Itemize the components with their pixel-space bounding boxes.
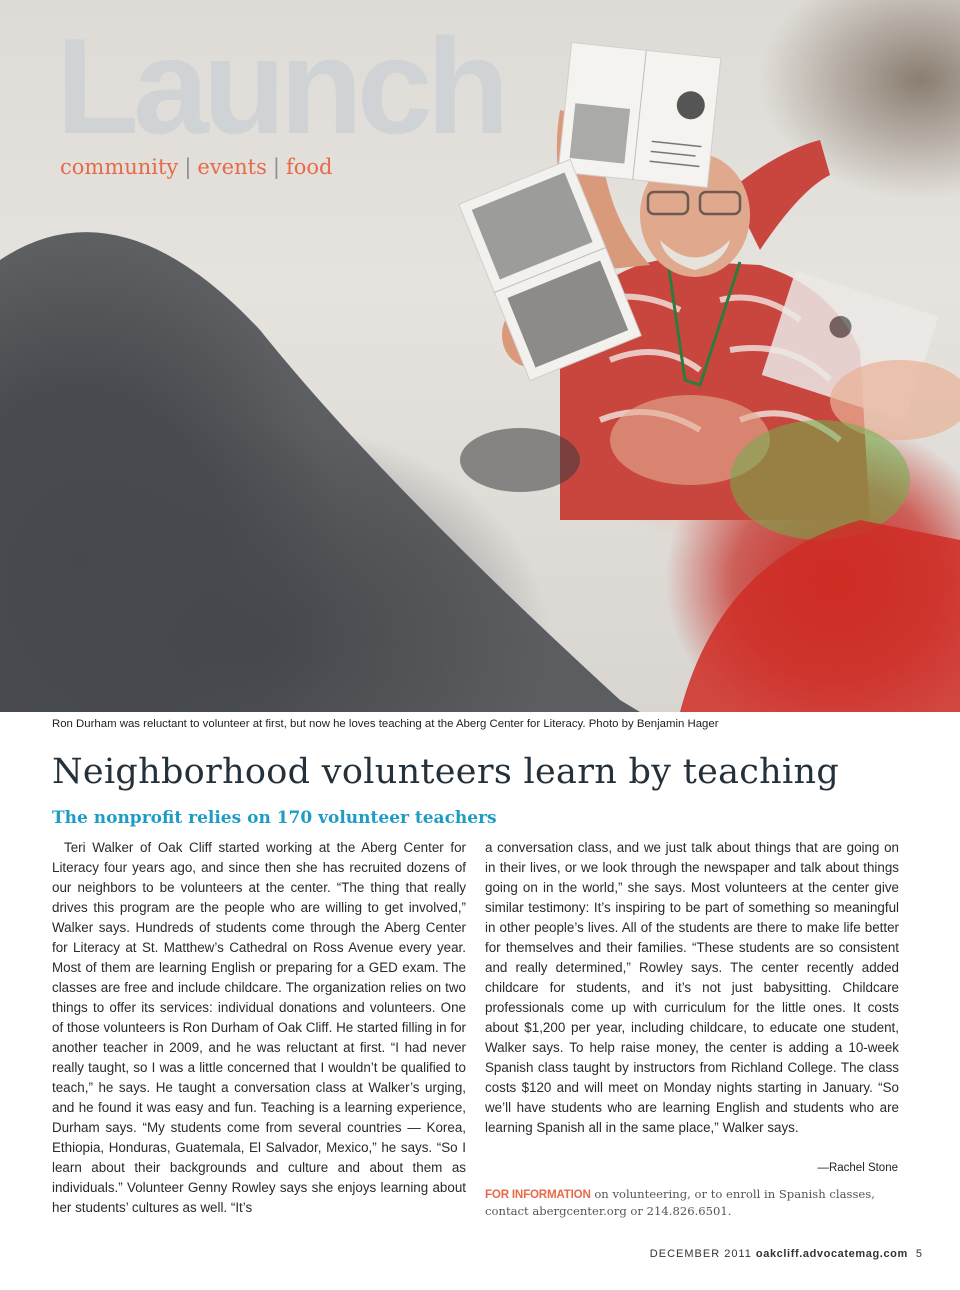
article-column-2 bbox=[485, 838, 899, 1138]
photo-caption: Ron Durham was reluctant to volunteer at first, but now he loves teaching at the Aberg Center for Literacy. Photo by Benjamin Hager bbox=[52, 718, 719, 730]
nav-separator: | bbox=[184, 155, 192, 179]
section-title: Launch bbox=[56, 10, 504, 162]
info-text: on volunteering, or to enroll in Spanish classes, contact abergcenter.org or 214.826.6501. bbox=[485, 1187, 875, 1218]
booklet-top bbox=[558, 42, 721, 187]
article-subhead: The nonprofit relies on 170 volunteer teachers bbox=[52, 808, 497, 828]
section-link-community[interactable]: community bbox=[60, 155, 179, 179]
column-1-text: Teri Walker of Oak Cliff started working at the Aberg Center for Literacy four years ago, and since then she has recruited dozens of our neighbors to be volunteers at the center. “The thing that really drives this program are the people who are willing to get involved,” Walker says. Hundreds of students come through the Aberg Center for Literacy at St. Matthew’s Cathedral on Ross Avenue every year. Most of them are learning English or preparing for a GED exam. The classes are free and include childcare. The organization relies on two things to offer its services: individual donations and volunteers. One of those volunteers is Ron Durham of Oak Cliff. He started filling in for another teacher in 2009, and he was reluctant at first. “I had never really taught, so I was a little concerned that I wouldn’t be qualified to teach,” he says. He taught a conversation class at Walker’s urging, and he found it was easy and fun. Teaching is a learning experience, Durham says. “My students come from several countries — Korea, Ethiopia, Honduras, Guatemala, El Salvador, Mexico,” he says. “So I learn about their backgrounds and culture and about them as individuals.” Volunteer Genny Rowley says she enjoys learning about her students’ cultures as well. “It’s bbox=[52, 840, 466, 1215]
foreground-green-sleeve bbox=[730, 420, 910, 540]
column-2-text: a conversation class, and we just talk about things that are going on in their lives, or we look through the newspaper and talk about things going on in the world,” she says. Most volunteers at the center give similar testimony: It’s inspiring to be part of something so meaningful in other people’s lives. All of the students are there to make life better for themselves and their families. “These students are so consistent and really determined,” Rowley says. The center recently added childcare for students, and it’s not just babysitting. Childcare professionals come up with curriculum for the little ones. It costs about $1,200 per year, including childcare, to educate one student, Walker says. To help raise money, the center is adding a 10-week Spanish class taught by instructors from Richland College. The class costs $120 and will meet on Monday nights starting in January. “So we’ll have students who are learning English and students who are learning Spanish all in the same place,” Walker says. bbox=[485, 840, 899, 1135]
info-lead: FOR INFORMATION bbox=[485, 1188, 591, 1201]
section-link-events[interactable]: events bbox=[197, 155, 267, 179]
info-box bbox=[485, 1186, 899, 1219]
foreground-red-shirt bbox=[680, 520, 960, 712]
page-number: 5 bbox=[915, 1248, 922, 1260]
article-headline: Neighborhood volunteers learn by teaching bbox=[52, 752, 840, 792]
article-column-1 bbox=[52, 838, 466, 1218]
footer-url[interactable]: oakcliff.advocatemag.com bbox=[755, 1248, 908, 1260]
section-nav bbox=[60, 157, 332, 178]
nav-separator: | bbox=[272, 155, 280, 179]
author-byline: —Rachel Stone bbox=[817, 1162, 898, 1174]
section-link-food[interactable]: food bbox=[285, 155, 333, 179]
page-footer bbox=[650, 1248, 922, 1260]
footer-issue: DECEMBER 2011 bbox=[649, 1248, 752, 1260]
foreground-pen bbox=[460, 428, 580, 492]
